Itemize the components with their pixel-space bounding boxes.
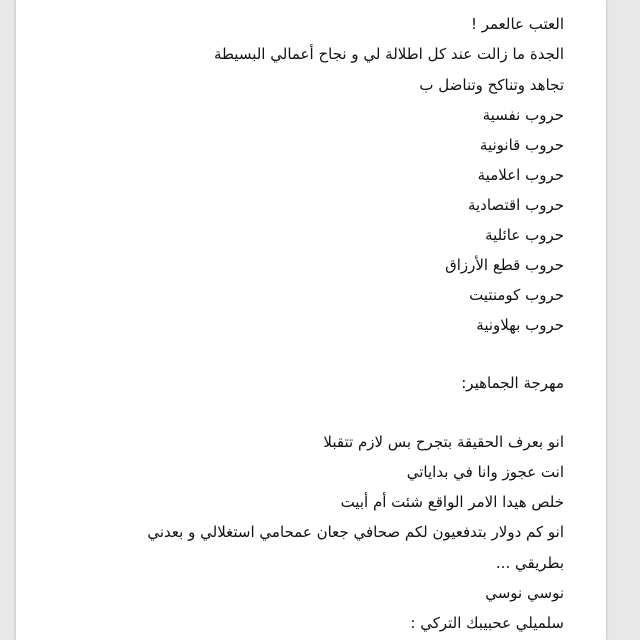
text-line: انت عجوز وانا في بداياتي [406,463,564,481]
text-line: تجاهد وتناكح وتناضل ب [419,76,564,94]
text-line: خلص هيدا الامر الواقع شئت أم أبيت [340,493,564,511]
text-line: سلميلي عحبيبك التركي : [410,614,564,632]
text-line: حروب كومنتيت [469,286,564,304]
text-line: حروب نفسية [482,106,564,124]
text-line: انو كم دولار بتدفعيون لكم صحافي جعان عمحامي استغلالي و بعدني [147,523,564,541]
text-line: بطريقي ... [495,554,564,572]
text-line: نوسي نوسي [485,584,564,602]
text-line: حروب اقتصادية [467,196,564,214]
text-line-title: العتب عالعمر ! [470,15,564,33]
text-line: انو بعرف الحقيقة بتجرح بس لازم تتقبلا [323,433,564,451]
text-line: حروب عائلية [485,226,564,244]
text-line: حروب اعلامية [477,166,564,184]
text-line: حروب بهلاونية [476,316,564,334]
text-line-heading: مهرجة الجماهير: [461,374,564,392]
document-page [16,0,606,640]
text-line: حروب قانونية [479,136,564,154]
text-line: حروب قطع الأرزاق [445,256,564,274]
text-line: الجدة ما زالت عند كل اطلالة لي و نجاح أعمالي البسيطة [213,45,564,63]
